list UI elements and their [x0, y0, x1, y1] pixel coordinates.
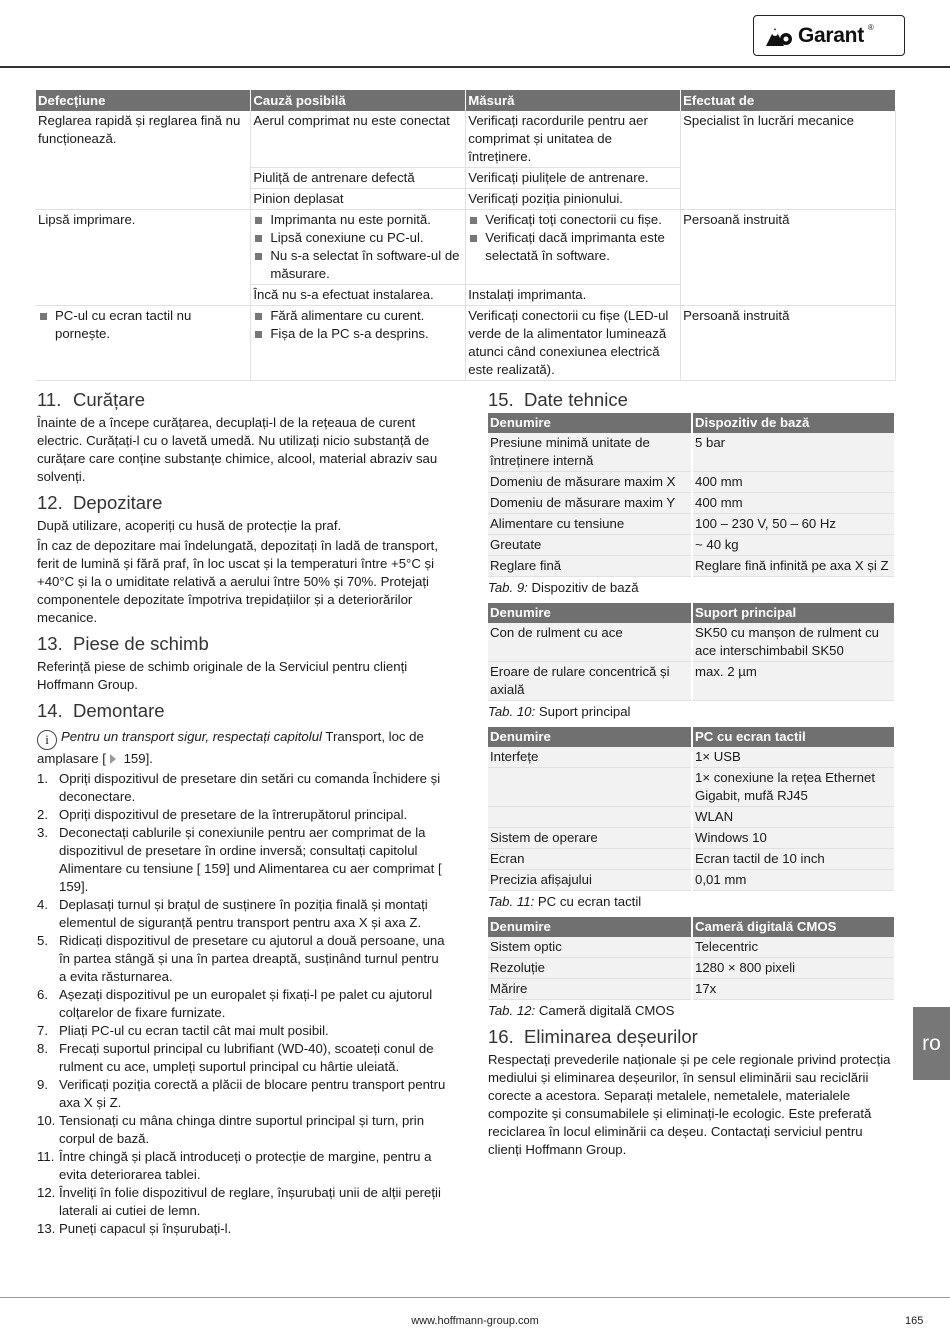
list-item: 4. Deplasați turnul și brațul de susținere în poziția finală și montați elementul de siguranță pentru transport pentru axa X și axa Z.	[37, 897, 428, 930]
table-row: Interfețe 1× USB	[488, 747, 895, 768]
list-item: 2. Opriți dispozitivul de presetare de la întrerupătorul principal.	[37, 807, 408, 822]
logo-text: Garant	[798, 23, 864, 47]
list-item: Nu s-a selectat în software-ul de măsurare.	[253, 247, 463, 283]
col-header-measure: Măsură	[466, 90, 681, 111]
cell-measure: Verificați racordurile pentru aer comprimat și unitatea de întreținere.	[466, 111, 681, 168]
table-caption: Tab. 9: Dispozitiv de bază	[488, 580, 639, 595]
cell-by: Persoană instruită	[681, 306, 896, 381]
list-item: Verificați dacă imprimanta este selectată în software.	[468, 229, 678, 265]
list-item: Lipsă conexiune cu PC-ul.	[253, 229, 463, 247]
table-row	[36, 111, 896, 168]
cause-list	[253, 307, 463, 343]
table-row: WLAN	[488, 807, 895, 828]
table-row: Rezoluție 1280 × 800 pixeli	[488, 958, 895, 979]
list-item: 1. Opriți dispozitivul de presetare din setări cu comanda Închidere și deconectare.	[37, 771, 441, 804]
cell-cause: Pinion deplasat	[251, 189, 466, 210]
cell-cause: Piuliță de antrenare defectă	[251, 168, 466, 189]
list-item: 12. Înveliți în folie dispozitivul de reglare, înșurubați unii de alții pereții laterali ai cutiei de lemn.	[37, 1185, 441, 1218]
list-item: Fără alimentare cu curent.	[253, 307, 463, 325]
cell-defect	[36, 306, 251, 381]
col-header: Cameră digitală CMOS	[692, 917, 895, 937]
list-item: 10. Tensionați cu mâna chinga dintre suportul principal și turn, prin corpul de bază.	[37, 1113, 425, 1146]
list-item: 6. Așezați dispozitivul pe un europalet și fixați-l pe palet cu ajutorul colțarelor de fixare furnizate.	[37, 987, 433, 1020]
dismantling-steps	[37, 770, 447, 1238]
section-heading-dismantling: 14. Demontare	[37, 700, 165, 721]
page-number: 165	[905, 1315, 924, 1327]
table-row: Presiune minimă unitate de întreținere internă 5 bar	[488, 433, 895, 472]
list-item: Imprimanta nu este pornită.	[253, 211, 463, 229]
cell-cause: Aerul comprimat nu este conectat	[251, 111, 466, 168]
col-header: Dispozitiv de bază	[692, 413, 895, 433]
list-item: 7. Pliați PC-ul cu ecran tactil cât mai mult posibil.	[37, 1023, 329, 1038]
left-column	[37, 389, 447, 1238]
cell-by: Persoană instruită	[681, 210, 896, 306]
cell-cause	[251, 210, 466, 285]
logo-registered: ®	[867, 22, 874, 32]
list-item: 3. Deconectați cablurile și conexiunile pentru aer comprimat de la dispozitivul de presetare în ordine inversă; consultați capitolul Alimentare cu tensiune [ 159] und Alimentarea cu aer comprimat [ 159].	[37, 825, 442, 894]
transport-note: i Pentru un transport sigur, respectați capitolul Transport, loc de amplasare [ 159].	[37, 729, 424, 766]
list-item: Verificați toți conectorii cu fișe.	[468, 211, 678, 229]
cell-by: Specialist în lucrări mecanice	[681, 111, 896, 210]
table-caption: Tab. 12: Cameră digitală CMOS	[488, 1003, 675, 1018]
cell-measure: Verificați poziția pinionului.	[466, 189, 681, 210]
page-arrow-icon	[110, 754, 116, 764]
table-caption: Tab. 10: Suport principal	[488, 704, 631, 719]
list-item: 11. Între chingă și placă introduceți o protecție de margine, pentru a evita deteriorarea tablei.	[37, 1149, 432, 1182]
transport-link[interactable]: Transport, loc de amplasare [	[37, 729, 424, 766]
garant-logo-icon	[764, 24, 794, 48]
section-heading-cleaning: 11. Curățare	[37, 389, 145, 410]
fault-table	[36, 90, 896, 381]
table-row: Eroare de rulare concentrică și axială max. 2 µm	[488, 662, 895, 701]
col-header: Denumire	[488, 603, 692, 623]
table-main-spindle	[488, 603, 896, 701]
table-row: Alimentare cu tensiune 100 – 230 V, 50 – 60 Hz	[488, 514, 895, 535]
table-row: 1× conexiune la rețea Ethernet Gigabit, mufă RJ45	[488, 768, 895, 807]
cell-cause	[251, 306, 466, 381]
spare-parts-text: Referință piese de schimb originale de la Serviciul pentru clienți Hoffmann Group.	[37, 659, 408, 692]
table-row	[36, 306, 896, 381]
list-item: 8. Frecați suportul principal cu lubrifiant (WD-40), scoateți conul de rulment cu ace, umpleți suportul principal cu hârtie uleiată.	[37, 1041, 434, 1074]
list-item: 5. Ridicați dispozitivul de presetare cu ajutorul a două persoane, una în partea stângă și una în partea dreaptă, susținând turnul pentru a evita răsturnarea.	[37, 933, 445, 984]
defect-list	[38, 307, 248, 343]
measure-list	[468, 211, 678, 265]
table-row: Precizia afișajului 0,01 mm	[488, 870, 895, 891]
cell-measure: Instalați imprimanta.	[466, 285, 681, 306]
cleaning-text: Înainte de a începe curățarea, decuplați-l de la rețeaua de curent electric. Curățați-l cu o lavetă umedă. Nu utilizați nicio substanță de curățare care conține substanțe chimice, alcool, material abraziv sau solvenți.	[37, 415, 438, 484]
table-row: Mărire 17x	[488, 979, 895, 1000]
disposal-text: Respectați prevederile naționale și pe cele regionale privind protecția mediului și eliminarea deșeurilor, în sensul eliminării sau reciclării corecte a acestora. Separați metalele, nemetalele, materialele compozite și consumabilele și eliminați-le ecologic. Este preferată reciclarea în locul eliminării ca deșeu. Contactați serviciul pentru clienți Hoffmann Group.	[488, 1052, 891, 1157]
table-row: Sistem optic Telecentric	[488, 937, 895, 958]
cause-list	[253, 211, 463, 283]
list-item: 13. Puneți capacul și înșurubați-l.	[37, 1221, 232, 1236]
table-cmos-camera	[488, 917, 896, 1000]
cell-measure: Verificați conectorii cu fișe (LED-ul verde de la alimentator luminează atunci când conexiunea electrică este realizată).	[466, 306, 681, 381]
col-header: PC cu ecran tactil	[692, 727, 895, 747]
table-row: Domeniu de măsurare maxim Y 400 mm	[488, 493, 895, 514]
col-header: Denumire	[488, 727, 692, 747]
cell-measure	[466, 210, 681, 285]
col-header-by: Efectuat de	[681, 90, 896, 111]
section-heading-spare-parts: 13. Piese de schimb	[37, 633, 209, 654]
section-heading-technical-data: 15. Date tehnice	[488, 389, 628, 410]
list-item: PC-ul cu ecran tactil nu pornește.	[38, 307, 248, 343]
table-row: Domeniu de măsurare maxim X 400 mm	[488, 472, 895, 493]
table-caption: Tab. 11: PC cu ecran tactil	[488, 894, 642, 909]
col-header-cause: Cauză posibilă	[251, 90, 466, 111]
table-row: Sistem de operare Windows 10	[488, 828, 895, 849]
language-tab[interactable]: ro	[913, 1007, 950, 1080]
fault-table-header	[36, 90, 896, 111]
footer-rule	[0, 1297, 950, 1298]
cell-cause: Încă nu s-a efectuat instalarea.	[251, 285, 466, 306]
garant-logo	[753, 15, 905, 56]
cell-defect: Reglarea rapidă și reglarea fină nu funcționează.	[36, 111, 251, 210]
section-heading-storage: 12. Depozitare	[37, 492, 163, 513]
table-row: Reglare fină Reglare fină infinită pe axa X și Z	[488, 556, 895, 577]
list-item: 9. Verificați poziția corectă a plăcii de blocare pentru transport pentru axa X și Z.	[37, 1077, 446, 1110]
table-touch-pc	[488, 727, 896, 891]
storage-text-1: După utilizare, acoperiți cu husă de protecție la praf.	[37, 518, 342, 533]
table-row: Ecran Ecran tactil de 10 inch	[488, 849, 895, 870]
right-column	[488, 389, 896, 1159]
storage-text-2: În caz de depozitare mai îndelungată, depozitați în ladă de transport, ferit de lumină și fără praf, în loc uscat și la temperaturi între +5°C și +40°C și la o umiditate relativă a aerului între 50% și 70%. Protejați componentele depozitate împotriva trepidațiilor și a deteriorărilor mecanice.	[37, 538, 439, 625]
footer-url[interactable]: www.hoffmann-group.com	[411, 1315, 539, 1327]
header-rule	[0, 66, 950, 68]
col-header: Denumire	[488, 917, 692, 937]
table-row: Greutate ~ 40 kg	[488, 535, 895, 556]
col-header: Suport principal	[692, 603, 895, 623]
table-row: Con de rulment cu ace SK50 cu manșon de rulment cu ace interschimbabil SK50	[488, 623, 895, 662]
cell-measure: Verificați piulițele de antrenare.	[466, 168, 681, 189]
info-icon: i	[37, 730, 57, 750]
table-row	[36, 210, 896, 285]
cell-defect: Lipsă imprimare.	[36, 210, 251, 306]
col-header-defect: Defecțiune	[36, 90, 251, 111]
col-header: Denumire	[488, 413, 692, 433]
table-base-device	[488, 413, 896, 577]
section-heading-disposal: 16. Eliminarea deșeurilor	[488, 1026, 698, 1047]
list-item: Fișa de la PC s-a desprins.	[253, 325, 463, 343]
